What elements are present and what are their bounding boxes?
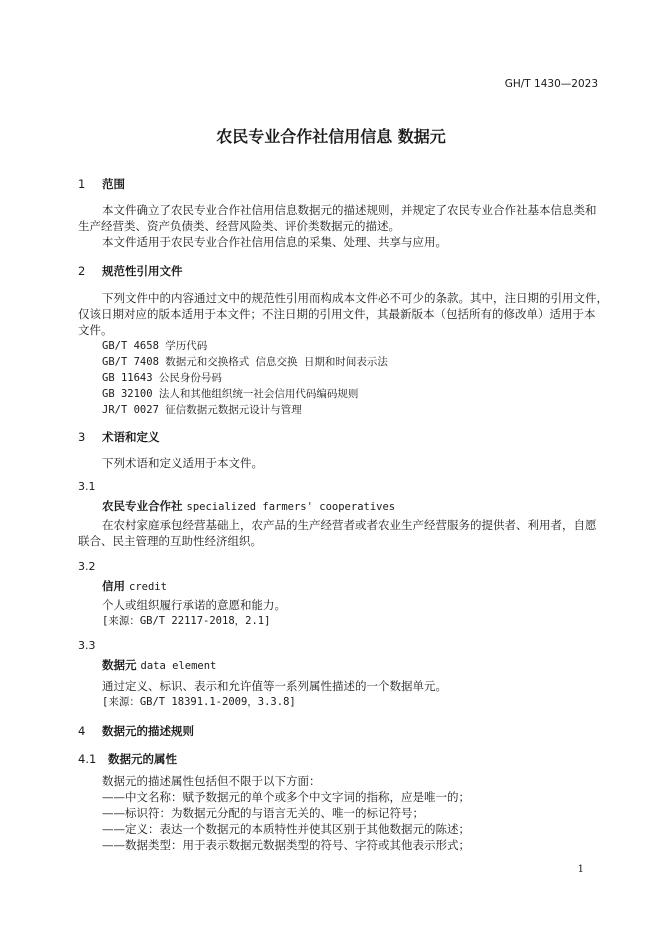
term-english: credit bbox=[129, 581, 167, 593]
term-source: [来源：GB/T 18391.1-2009，3.3.8] bbox=[102, 696, 296, 708]
list-item: ——中文名称：赋予数据元的单个或多个中文字词的指称，应是唯一的； bbox=[102, 790, 470, 804]
paragraph-line: 本文件适用于农民专业合作社信用信息的采集、处理、共享与应用。 bbox=[102, 235, 447, 249]
normative-reference: JR/T 0027 征信数据元数据元设计与管理 bbox=[102, 404, 302, 416]
paragraph-line: 下列术语和定义适用于本文件。 bbox=[102, 456, 263, 470]
subsection-number: 4.1 bbox=[78, 752, 97, 766]
list-item: ——定义：表达一个数据元的本质特性并使其区别于其他数据元的陈述； bbox=[102, 822, 470, 836]
paragraph-line: 生产经营类、资产负债类、经营风险类、评价类数据元的描述。 bbox=[78, 219, 400, 233]
section-number: 4 bbox=[78, 724, 86, 738]
section-title: 范围 bbox=[102, 177, 125, 191]
term-heading bbox=[102, 498, 395, 514]
term-heading bbox=[102, 657, 216, 673]
section-number: 3 bbox=[78, 430, 86, 444]
term-chinese: 信用 bbox=[102, 579, 125, 593]
term-definition: 在农村家庭承包经营基础上，农产品的生产经营者或者农业生产经营服务的提供者、利用者，自愿 bbox=[102, 518, 597, 532]
paragraph-line: 仅该日期对应的版本适用于本文件；不注日期的引用文件，其最新版本（包括所有的修改单）适用于本 bbox=[78, 307, 596, 321]
paragraph-line: 数据元的描述属性包括但不限于以下方面： bbox=[102, 774, 321, 788]
term-definition: 联合、民主管理的互助性经济组织。 bbox=[78, 534, 262, 548]
document-title: 农民专业合作社信用信息 数据元 bbox=[216, 127, 446, 146]
section-title: 数据元的描述规则 bbox=[102, 724, 194, 738]
section-number: 2 bbox=[78, 264, 86, 278]
term-chinese: 数据元 bbox=[102, 658, 137, 672]
subsection-title: 数据元的属性 bbox=[108, 752, 177, 766]
paragraph-line: 文件。 bbox=[78, 323, 113, 337]
term-number: 3.3 bbox=[78, 639, 96, 652]
list-item: ——数据类型：用于表示数据元数据类型的符号、字符或其他表示形式； bbox=[102, 838, 470, 852]
term-english: data element bbox=[140, 660, 217, 672]
term-heading bbox=[102, 578, 167, 594]
paragraph-line: 本文件确立了农民专业合作社信用信息数据元的描述规则，并规定了农民专业合作社基本信息类和 bbox=[102, 203, 597, 217]
term-number: 3.2 bbox=[78, 560, 96, 573]
section-title: 术语和定义 bbox=[102, 430, 160, 444]
section-2-heading bbox=[78, 263, 183, 279]
term-chinese: 农民专业合作社 bbox=[102, 499, 183, 513]
list-item: ——标识符：为数据元分配的与语言无关的、唯一的标记符号； bbox=[102, 806, 424, 820]
section-1-heading bbox=[78, 176, 125, 192]
term-definition: 个人或组织履行承诺的意愿和能力。 bbox=[102, 598, 286, 612]
section-title: 规范性引用文件 bbox=[102, 264, 183, 278]
standard-code: GH/T 1430—2023 bbox=[504, 78, 598, 90]
section-3-heading bbox=[78, 429, 160, 445]
normative-reference: GB 11643 公民身份号码 bbox=[102, 372, 222, 384]
section-number: 1 bbox=[78, 177, 86, 191]
section-4-heading bbox=[78, 723, 194, 739]
paragraph-line: 下列文件中的内容通过文中的规范性引用而构成本文件必不可少的条款。其中，注日期的引用文件， bbox=[102, 291, 608, 305]
subsection-4-1-heading bbox=[78, 751, 177, 767]
normative-reference: GB 32100 法人和其他组织统一社会信用代码编码规则 bbox=[102, 388, 359, 400]
term-source: [来源：GB/T 22117-2018，2.1] bbox=[102, 615, 271, 627]
page-number: 1 bbox=[577, 864, 584, 875]
term-english: specialized farmers' cooperatives bbox=[186, 501, 396, 513]
normative-reference: GB/T 7408 数据元和交换格式 信息交换 日期和时间表示法 bbox=[102, 356, 388, 368]
normative-reference: GB/T 4658 学历代码 bbox=[102, 340, 208, 352]
term-definition: 通过定义、标识、表示和允许值等一系列属性描述的一个数据单元。 bbox=[102, 679, 447, 693]
term-number: 3.1 bbox=[78, 480, 96, 493]
